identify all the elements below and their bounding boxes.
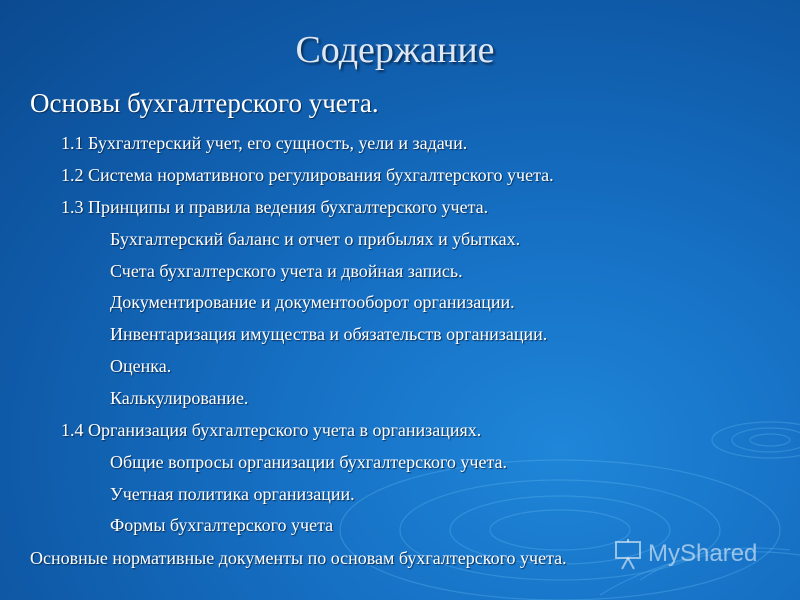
toc-subitem: Общие вопросы организации бухгалтерского учета.	[110, 452, 508, 472]
toc-subitem: Калькулирование.	[110, 388, 249, 408]
toc-item: 1.2 Система нормативного регулирования бухгалтерского учета.	[61, 165, 554, 185]
toc-item: 1.1 Бухгалтерский учет, его сущность, уели и задачи.	[61, 133, 468, 153]
toc-subitem: Бухгалтерский баланс и отчет о прибылях и убытках.	[110, 229, 521, 249]
slide-title: Содержание	[295, 29, 495, 71]
toc-item: 1.4 Организация бухгалтерского учета в организациях.	[61, 420, 482, 440]
myshared-watermark	[612, 536, 782, 576]
toc-subitem: Счета бухгалтерского учета и двойная запись.	[110, 261, 463, 281]
watermark-text: MyShared	[648, 540, 758, 567]
toc-item: Основные нормативные документы по основам бухгалтерского учета.	[30, 548, 567, 568]
toc-subitem: Оценка.	[110, 356, 172, 376]
section-heading: Основы бухгалтерского учета.	[30, 88, 379, 118]
toc-subitem: Инвентаризация имущества и обязательств организации.	[110, 324, 548, 344]
toc-item: 1.3 Принципы и правила ведения бухгалтерского учета.	[61, 197, 489, 217]
toc-subitem: Формы бухгалтерского учета	[110, 515, 334, 535]
presentation-board-icon	[612, 538, 646, 572]
toc-subitem: Документирование и документооборот организации.	[110, 292, 515, 312]
toc-subitem: Учетная политика организации.	[110, 484, 355, 504]
